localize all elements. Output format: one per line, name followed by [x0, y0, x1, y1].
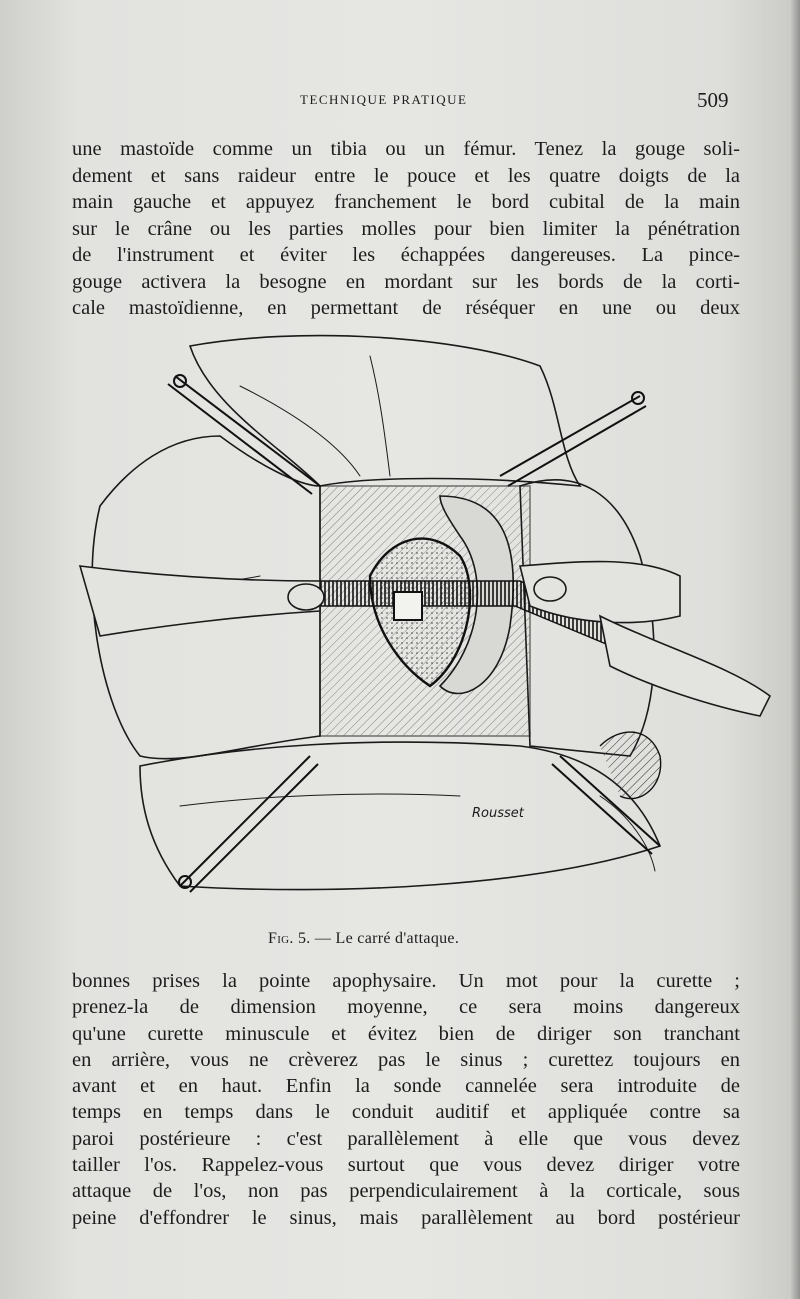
left-thumb: [80, 566, 320, 636]
page-number: 509: [697, 88, 729, 112]
text-line: une mastoïde comme un tibia ou un fémur. Tenez la gouge soli-: [72, 138, 740, 160]
top-paragraph: [72, 136, 740, 322]
text-line: main gauche et appuyez franchement le bord cubital de la main: [72, 191, 740, 213]
text-line: avant et en haut. Enfin la sonde cannelée sera introduite de: [72, 1075, 740, 1098]
text-line: peine d'effondrer le sinus, mais parallèlement au bord postérieur: [72, 1206, 740, 1229]
attack-square: [394, 592, 422, 620]
right-fingernail: [534, 577, 566, 601]
text-line: cale mastoïdienne, en permettant de réséquer en une ou deux: [72, 297, 740, 319]
text-line: gouge activera la besogne en mordant sur les bords de la corti-: [72, 270, 740, 293]
lower-drape: [140, 742, 660, 890]
figure-caption-text: — Le carré d'attaque.: [314, 930, 460, 947]
left-thumbnail: [288, 584, 324, 610]
bottom-paragraph: [72, 968, 740, 1231]
text-line: temps en temps dans le conduit auditif et appliquée contre sa: [72, 1101, 740, 1124]
text-line: bonnes prises la pointe apophysaire. Un mot pour la curette ;: [72, 970, 740, 992]
text-line: sur le crâne ou les parties molles pour bien limiter la pénétration: [72, 217, 740, 240]
text-line: en arrière, vous ne crèverez pas le sinus ; curettez toujours en: [72, 1048, 740, 1071]
text-line: qu'une curette minuscule et évitez bien de diriger son tranchant: [72, 1022, 740, 1045]
figure-caption: [268, 930, 459, 948]
right-hand: [600, 616, 770, 716]
hair-tuft: [600, 732, 661, 799]
upper-left-clamp: [175, 376, 320, 486]
surgical-illustration: [40, 326, 780, 916]
text-line: tailler l'os. Rappelez-vous surtout que vous devez diriger votre: [72, 1154, 740, 1177]
text-line: attaque de l'os, non pas perpendiculairement à la corticale, sous: [72, 1180, 740, 1203]
text-line: paroi postérieure : c'est parallèlement à elle que vous devez: [72, 1127, 740, 1150]
artist-signature: Rousset: [472, 806, 524, 821]
text-line: dement et sans raideur entre le pouce et les quatre doigts de la: [72, 164, 740, 187]
figure-label: Fig. 5.: [268, 930, 311, 947]
text-line: prenez-la de dimension moyenne, ce sera moins dangereux: [72, 996, 740, 1019]
lower-left-clamp: [180, 756, 310, 886]
running-head: TECHNIQUE PRATIQUE: [300, 92, 468, 107]
page-edge-shadow: [790, 0, 800, 1299]
text-line: de l'instrument et éviter les échappées dangereuses. La pince-: [72, 244, 740, 266]
